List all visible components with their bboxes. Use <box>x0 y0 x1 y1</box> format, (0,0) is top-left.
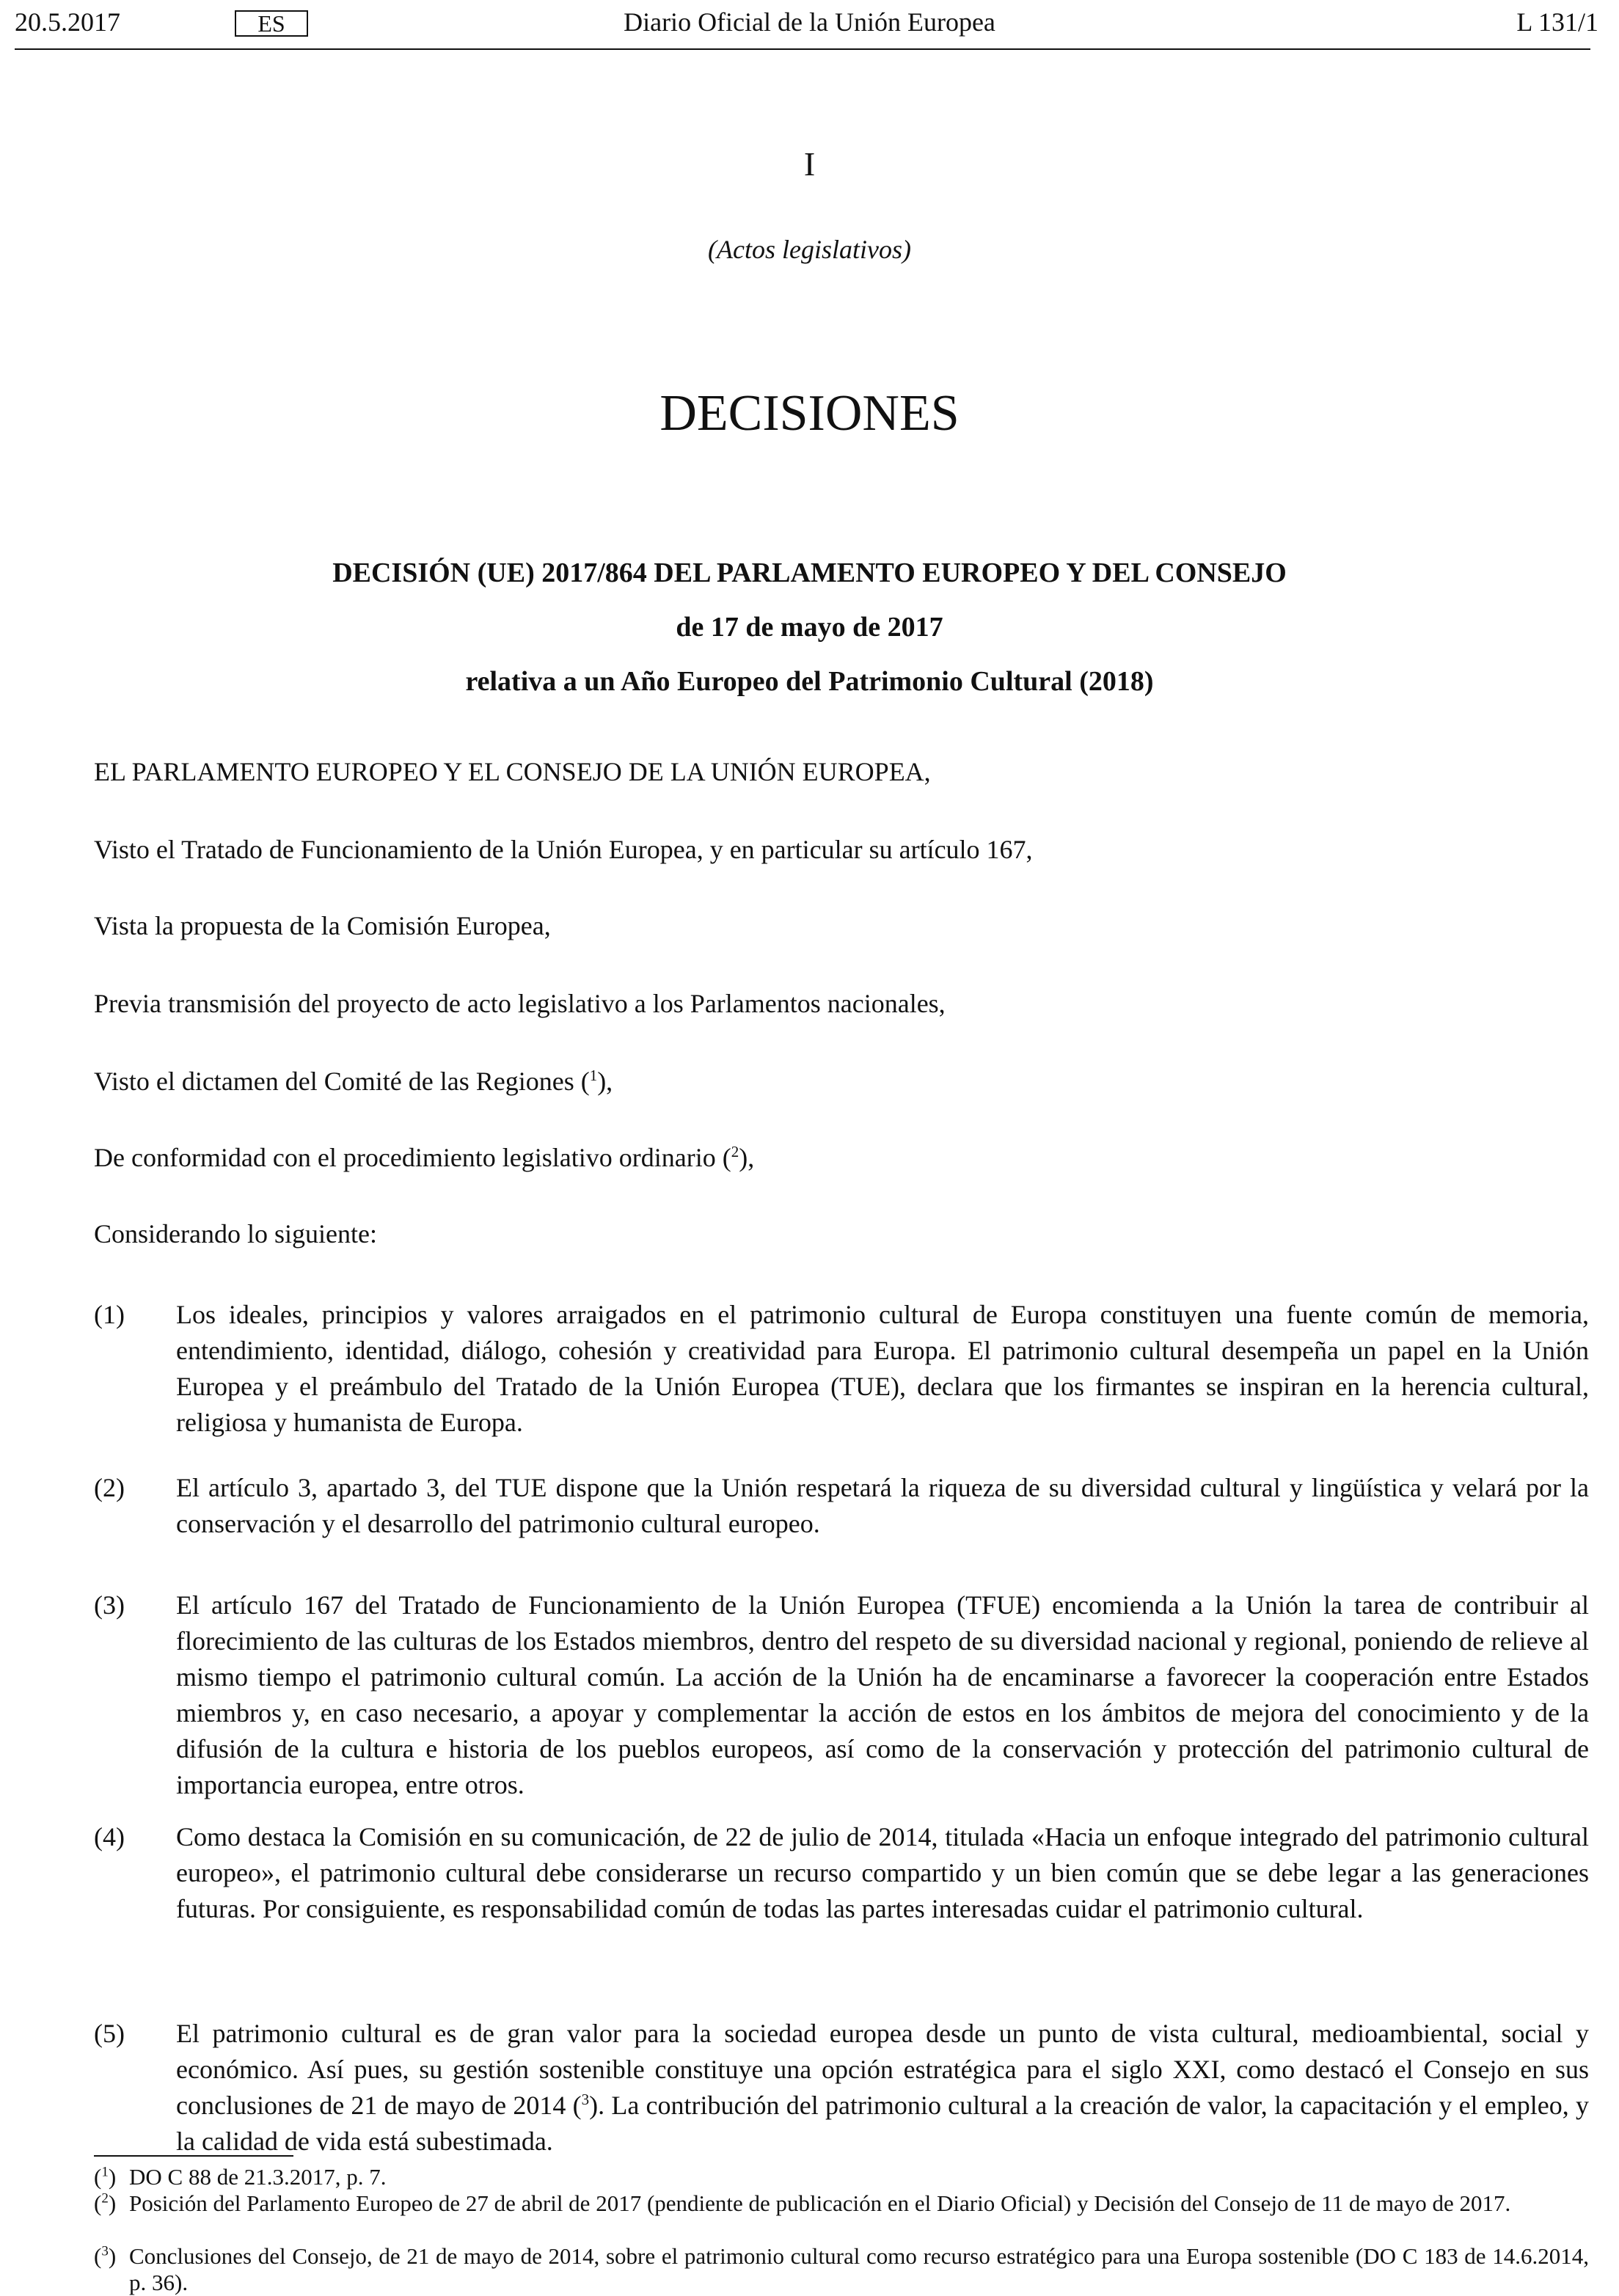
recital-number: (3) <box>94 1590 125 1620</box>
recital-number: (4) <box>94 1822 125 1851</box>
footnote-text: Conclusiones del Consejo, de 21 de mayo de 2014, sobre el patrimonio cultural como recurso estratégico para una Europa sostenible (DO C 183 de 14.6.2014, p. 36). <box>129 2243 1589 2295</box>
journal-title: Diario Oficial de la Unión Europea <box>624 7 995 37</box>
language-badge: ES <box>235 10 308 37</box>
footnote-number: ($^2$) <box>94 2190 117 2216</box>
header-divider <box>15 48 1590 50</box>
footnote-ref-2[interactable]: 2 <box>731 1143 739 1160</box>
decision-title: DECISIÓN (UE) 2017/864 DEL PARLAMENTO EUROPEO Y DEL CONSEJO <box>332 557 1287 588</box>
recital-number: (1) <box>94 1300 125 1329</box>
recital-number: (5) <box>94 2019 125 2048</box>
section-subtitle: (Actos legislativos) <box>708 235 911 264</box>
preamble-conformidad: De conformidad con el procedimiento legislativo ordinario ($^2$), <box>94 1143 755 1172</box>
recital-text: El artículo 3, apartado 3, del TUE dispone que la Unión respetará la riqueza de su diversidad cultural y lingüística y velará por la conservación y el desarrollo del patrimonio cultural europeo. <box>176 1473 1589 1538</box>
decision-date: de 17 de mayo de 2017 <box>676 612 943 643</box>
section-heading: DECISIONES <box>659 385 960 442</box>
preamble-visto-tratado: Visto el Tratado de Funcionamiento de la Unión Europea, y en particular su artículo 167, <box>94 835 1033 864</box>
page-reference: L 131/1 <box>1516 7 1598 37</box>
recital-text: Los ideales, principios y valores arraigados en el patrimonio cultural de Europa constituyen una fuente común de memoria, entendimiento, identidad, diálogo, cohesión y creatividad para Europa. El patrimonio cultural desempeña un papel en la Unión Europea y el preámbulo del Tratado de la Unión Europea (TUE), declara que los firmantes se inspiran en la herencia cultural, religiosa y humanista de Europa. <box>176 1300 1589 1437</box>
preamble-visto-dictamen: Visto el dictamen del Comité de las Regiones ($^1$), <box>94 1067 613 1096</box>
recital-text: Como destaca la Comisión en su comunicación, de 22 de julio de 2014, titulada «Hacia un enfoque integrado del patrimonio cultural europeo», el patrimonio cultural debe considerarse un recurso compartido y un bien común que se debe legar a las generaciones futuras. Por consiguiente, es responsabilidad común de todas las partes interesadas cuidar el patrimonio cultural. <box>176 1822 1589 1923</box>
footnote-number: ($^1$) <box>94 2164 117 2190</box>
publication-date: 20.5.2017 <box>15 7 120 37</box>
section-number: I <box>803 145 816 183</box>
preamble-previa: Previa transmisión del proyecto de acto legislativo a los Parlamentos nacionales, <box>94 989 946 1018</box>
footnote-number: ($^3$) <box>94 2243 117 2269</box>
preamble-intro: EL PARLAMENTO EUROPEO Y EL CONSEJO DE LA UNIÓN EUROPEA, <box>94 757 931 786</box>
recital-text: El artículo 167 del Tratado de Funcionamiento de la Unión Europea (TFUE) encomienda a la Unión la tarea de contribuir al florecimiento de las culturas de los Estados miembros, dentro del respeto de su diversidad nacional y regional, poniendo de relieve al mismo tiempo el patrimonio cultural común. La acción de la Unión ha de encaminarse a favorecer la cooperación entre Estados miembros y, en caso necesario, a apoyar y complementar la acción de estos en los ámbitos de mejora del conocimiento y de la difusión de la cultura e historia de los pueblos europeos, así como de la conservación y protección del patrimonio cultural de importancia europea, entre otros. <box>176 1590 1589 1799</box>
footnote-ref-3[interactable]: 3 <box>581 2091 590 2108</box>
recital-text: El patrimonio cultural es de gran valor para la sociedad europea desde un punto de vista cultural, medioambiental, social y económico. Así pues, su gestión sostenible constituye una opción estratégica para el siglo XXI, como destacó el Consejo en sus conclusiones de 21 de mayo de 2014 ($^3$). La contribución del patrimonio cultural a la creación de valor, la capacitación y el empleo, y la calidad de vida está subestimada. <box>176 2019 1590 2156</box>
recital-number: (2) <box>94 1473 125 1502</box>
preamble-considerando: Considerando lo siguiente: <box>94 1219 377 1248</box>
footnote-divider <box>94 2155 293 2157</box>
preamble-vista-propuesta: Vista la propuesta de la Comisión Europea, <box>94 911 551 940</box>
footnote-text: Posición del Parlamento Europeo de 27 de abril de 2017 (pendiente de publicación en el Diario Oficial) y Decisión del Consejo de 11 de mayo de 2017. <box>129 2190 1511 2216</box>
footnote-text: DO C 88 de 21.3.2017, p. 7. <box>129 2164 387 2190</box>
decision-subject: relativa a un Año Europeo del Patrimonio Cultural (2018) <box>465 666 1154 697</box>
footnote-ref-1[interactable]: 1 <box>589 1067 598 1084</box>
